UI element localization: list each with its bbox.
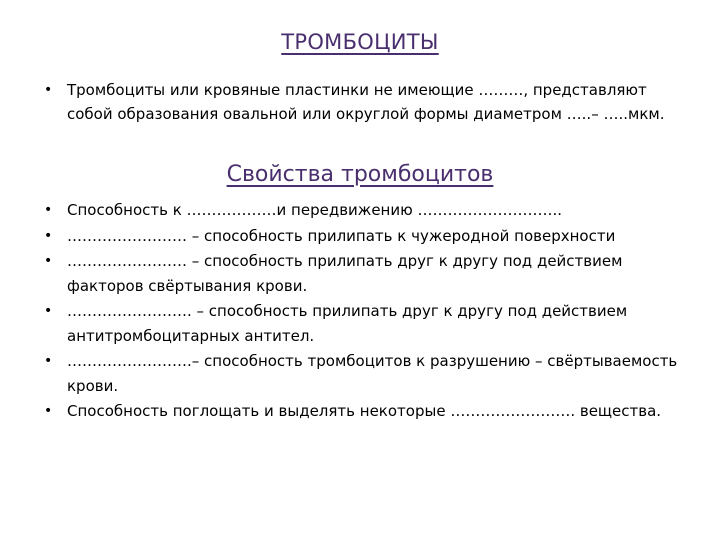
property-item <box>44 399 694 424</box>
property-text: Способность к ………………и передвижению ……………………….. <box>67 201 563 219</box>
property-text: …………………… – способность прилипать к чужеродной поверхности <box>67 226 616 245</box>
intro-bullet-item <box>44 78 694 126</box>
property-item <box>44 249 694 298</box>
property-text: Способность поглощать и выделять некоторые ……………………. вещества. <box>67 402 662 420</box>
slide-title: ТРОМБОЦИТЫ <box>281 30 439 54</box>
bullet-icon: • <box>44 202 53 218</box>
property-text: …………………… – способность прилипать друг к другу под действием факторов свёртывания крови. <box>67 252 623 295</box>
property-text: …………………….– способность тромбоцитов к разрушению – свёртываемость крови. <box>67 352 678 395</box>
property-item <box>44 198 694 223</box>
property-item <box>44 299 694 348</box>
bullet-icon: • <box>44 403 53 419</box>
intro-list <box>44 78 694 126</box>
bullet-icon: • <box>44 253 53 269</box>
bullet-icon: • <box>44 353 53 369</box>
section-heading: Свойства тромбоцитов <box>226 162 494 187</box>
bullet-icon: • <box>44 82 53 98</box>
properties-list <box>44 198 694 424</box>
intro-text: Тромбоциты или кровяные пластинки не имеющие ………, представляют собой образования овальной или округлой формы диаметром …..– …..мкм. <box>67 81 665 123</box>
bullet-icon: • <box>44 227 53 244</box>
property-item <box>44 224 694 249</box>
property-item <box>44 349 694 398</box>
bullet-icon: • <box>44 303 53 319</box>
property-text: ……………………. – способность прилипать друг к другу под действием антитромбоцитарных антител. <box>67 302 628 345</box>
